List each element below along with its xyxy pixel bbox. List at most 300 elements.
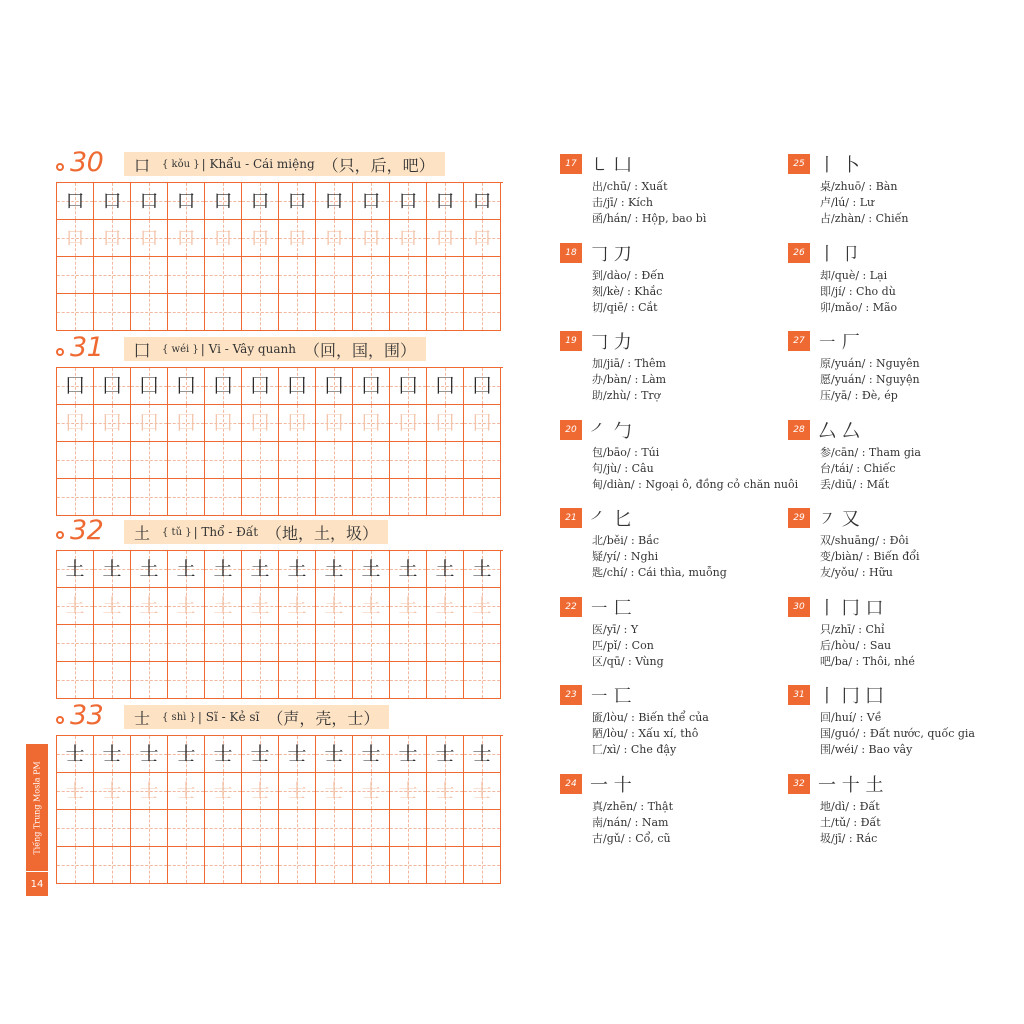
practice-cell-empty <box>168 625 205 662</box>
practice-cell-guide <box>464 551 501 588</box>
model-character: 囗 <box>287 374 307 397</box>
practice-cell-empty <box>353 810 390 847</box>
practice-cell-empty <box>390 257 427 294</box>
practice-cell-guide <box>57 551 94 588</box>
practice-cell-guide <box>168 588 205 625</box>
trace-character: 土 <box>472 594 492 617</box>
practice-cell-guide <box>427 551 464 588</box>
entry-strokes: 一 十 土 <box>818 774 884 796</box>
trace-character: 口 <box>287 226 307 249</box>
example-line: 参/cān/ : Tham gia <box>820 445 921 459</box>
practice-cell-empty <box>168 847 205 884</box>
trace-character: 囗 <box>435 411 455 434</box>
entry-examples <box>820 356 920 404</box>
lesson-number: 33 <box>70 700 104 731</box>
practice-cell-guide <box>131 551 168 588</box>
lesson-radical: 土 <box>134 523 151 543</box>
reference-entry <box>788 595 998 668</box>
example-line: 办/bàn/ : Làm <box>592 373 667 386</box>
practice-cell-guide <box>205 551 242 588</box>
model-character: 囗 <box>139 374 159 397</box>
example-line: 压/yā/ : Đè, ép <box>820 389 898 402</box>
example-line: 友/yǒu/ : Hữu <box>820 566 893 579</box>
lesson-pinyin: { shì } <box>162 711 196 723</box>
model-character: 士 <box>287 742 307 765</box>
lesson-31 <box>56 332 502 516</box>
practice-cell-empty <box>390 442 427 479</box>
practice-cell-empty <box>316 257 353 294</box>
model-character: 囗 <box>435 374 455 397</box>
lesson-radical: 士 <box>134 708 151 728</box>
trace-character: 口 <box>65 226 85 249</box>
practice-cell-empty <box>390 662 427 699</box>
entry-header <box>560 329 770 355</box>
lesson-radical: 口 <box>134 155 151 175</box>
example-line: 只/zhī/ : Chỉ <box>820 622 885 636</box>
trace-character: 囗 <box>139 411 159 434</box>
page-number: 14 <box>26 871 48 896</box>
practice-cell-empty <box>57 294 94 331</box>
practice-cell-empty <box>316 847 353 884</box>
practice-cell-empty <box>427 294 464 331</box>
trace-character: 士 <box>398 779 418 802</box>
model-character: 口 <box>102 189 122 212</box>
practice-cell-guide <box>464 405 501 442</box>
practice-cell-empty <box>94 847 131 884</box>
entry-examples <box>820 533 920 581</box>
example-line: 后/hòu/ : Sau <box>820 638 892 652</box>
practice-cell-guide <box>57 220 94 257</box>
practice-cell-empty <box>131 257 168 294</box>
trace-character: 口 <box>250 226 270 249</box>
model-character: 士 <box>435 742 455 765</box>
lesson-header <box>56 515 502 548</box>
practice-cell-guide <box>168 368 205 405</box>
practice-cell-empty <box>427 479 464 516</box>
entry-strokes: ㇐ 匚 <box>590 597 632 619</box>
trace-character: 士 <box>472 779 492 802</box>
reference-entry <box>788 329 998 402</box>
model-character: 囗 <box>65 374 85 397</box>
practice-cell-guide <box>279 588 316 625</box>
side-tab-label: Tiếng Trung Mosla PM <box>32 760 42 855</box>
lesson-title-band <box>124 337 426 361</box>
entry-number-badge: 28 <box>788 420 810 440</box>
entry-strokes: 丨 卜 <box>818 155 860 176</box>
example-line: 南/nán/ : Nam <box>592 815 669 829</box>
practice-cell-empty <box>205 625 242 662</box>
trace-character: 囗 <box>472 411 492 434</box>
entry-examples <box>592 445 798 493</box>
practice-cell-guide <box>94 220 131 257</box>
trace-character: 口 <box>435 226 455 249</box>
example-line: 却/què/ : Lại <box>820 268 888 282</box>
practice-cell-guide <box>427 405 464 442</box>
example-line: 古/gǔ/ : Cổ, cũ <box>592 831 671 845</box>
example-line: 卯/mǎo/ : Mão <box>820 300 898 314</box>
trace-character: 囗 <box>102 411 122 434</box>
entry-examples <box>820 799 881 847</box>
entry-strokes: 丨 冂 囗 <box>818 686 884 707</box>
practice-cell-guide <box>353 773 390 810</box>
practice-cell-empty <box>353 625 390 662</box>
trace-character: 土 <box>102 594 122 617</box>
reference-entry <box>788 683 998 756</box>
model-character: 土 <box>176 557 196 580</box>
practice-cell-guide <box>94 405 131 442</box>
lesson-pinyin: { wéi } <box>162 343 199 355</box>
practice-cell-empty <box>168 479 205 516</box>
practice-cell-guide <box>131 220 168 257</box>
practice-cell-guide <box>464 220 501 257</box>
lesson-header <box>56 332 502 365</box>
practice-cell-guide <box>131 773 168 810</box>
practice-cell-empty <box>205 479 242 516</box>
practice-cell-empty <box>427 442 464 479</box>
model-character: 士 <box>176 742 196 765</box>
practice-cell-guide <box>390 220 427 257</box>
model-character: 口 <box>213 189 233 212</box>
practice-cell-empty <box>279 847 316 884</box>
model-character: 囗 <box>361 374 381 397</box>
entry-strokes: 𠃌 刀 <box>590 243 632 265</box>
practice-cell-guide <box>316 368 353 405</box>
practice-cell-empty <box>242 257 279 294</box>
bullet-icon <box>56 348 64 356</box>
model-character: 士 <box>65 742 85 765</box>
model-character: 士 <box>213 742 233 765</box>
practice-cell-empty <box>353 479 390 516</box>
entry-examples <box>820 622 915 670</box>
example-line: 圾/jī/ : Rác <box>820 831 878 845</box>
lesson-meaning: | Vi - Vây quanh <box>200 342 296 356</box>
practice-cell-empty <box>242 847 279 884</box>
practice-cell-guide <box>316 183 353 220</box>
entry-number-badge: 31 <box>788 685 810 705</box>
example-line: 匙/chí/ : Cái thìa, muỗng <box>592 566 727 579</box>
practice-cell-empty <box>427 847 464 884</box>
entry-strokes: ㇒ 勹 <box>590 420 632 442</box>
practice-cell-guide <box>205 183 242 220</box>
example-line: 回/huí/ : Về <box>820 711 882 724</box>
practice-cell-guide <box>57 405 94 442</box>
practice-cell-guide <box>242 551 279 588</box>
practice-cell-empty <box>242 442 279 479</box>
practice-cell-guide <box>464 368 501 405</box>
practice-cell-guide <box>205 588 242 625</box>
practice-cell-guide <box>353 405 390 442</box>
trace-character: 囗 <box>213 411 233 434</box>
trace-character: 士 <box>361 779 381 802</box>
model-character: 土 <box>398 557 418 580</box>
example-line: 函/hán/ : Hộp, bao bì <box>592 212 707 225</box>
lesson-32 <box>56 515 502 699</box>
practice-cell-empty <box>205 847 242 884</box>
practice-cell-guide <box>353 220 390 257</box>
lesson-number: 30 <box>70 147 104 178</box>
practice-cell-guide <box>94 368 131 405</box>
practice-cell-empty <box>316 442 353 479</box>
practice-cell-guide <box>242 183 279 220</box>
practice-cell-empty <box>131 625 168 662</box>
entry-header <box>788 241 998 267</box>
entry-examples <box>820 445 921 493</box>
example-line: 双/shuāng/ : Đôi <box>820 534 909 547</box>
reference-entry <box>560 595 770 668</box>
practice-cell-guide <box>57 773 94 810</box>
entry-header <box>560 241 770 267</box>
practice-cell-guide <box>57 736 94 773</box>
practice-cell-empty <box>131 662 168 699</box>
lesson-header <box>56 147 502 180</box>
practice-cell-guide <box>353 551 390 588</box>
practice-cell-empty <box>168 442 205 479</box>
practice-cell-guide <box>464 773 501 810</box>
lesson-examples: （只，后，吧） <box>322 155 435 175</box>
model-character: 口 <box>287 189 307 212</box>
practice-cell-guide <box>242 588 279 625</box>
model-character: 土 <box>250 557 270 580</box>
model-character: 土 <box>213 557 233 580</box>
practice-cell-empty <box>131 442 168 479</box>
trace-character: 士 <box>139 779 159 802</box>
practice-cell-guide <box>390 183 427 220</box>
practice-cell-empty <box>57 625 94 662</box>
practice-cell-guide <box>279 551 316 588</box>
example-line: 占/zhàn/ : Chiến <box>820 212 909 225</box>
practice-cell-guide <box>464 588 501 625</box>
reference-entry <box>560 329 770 402</box>
practice-cell-guide <box>279 405 316 442</box>
model-character: 士 <box>472 742 492 765</box>
practice-cell-guide <box>427 220 464 257</box>
practice-cell-empty <box>464 810 501 847</box>
example-line: 区/qū/ : Vùng <box>592 654 664 668</box>
practice-cell-empty <box>205 257 242 294</box>
practice-cell-guide <box>464 736 501 773</box>
lesson-pinyin: { tǔ } <box>162 526 192 538</box>
trace-character: 土 <box>398 594 418 617</box>
entry-examples <box>592 356 666 404</box>
practice-cell-empty <box>57 847 94 884</box>
practice-cell-guide <box>353 183 390 220</box>
example-line: 加/jiā/ : Thêm <box>592 357 666 370</box>
practice-cell-empty <box>353 294 390 331</box>
entry-examples <box>820 710 975 758</box>
entry-number-badge: 17 <box>560 154 582 174</box>
entry-strokes: 丨 卩 <box>818 243 860 265</box>
practice-cell-empty <box>168 257 205 294</box>
lesson-radical: 囗 <box>134 340 151 360</box>
practice-cell-empty <box>131 294 168 331</box>
trace-character: 口 <box>102 226 122 249</box>
practice-cell-guide <box>131 368 168 405</box>
practice-cell-empty <box>279 625 316 662</box>
example-line: 变/biàn/ : Biến đổi <box>820 550 920 563</box>
practice-cell-empty <box>464 662 501 699</box>
practice-cell-guide <box>205 405 242 442</box>
practice-grid <box>56 182 503 331</box>
lesson-meaning: | Sĩ - Kẻ sĩ <box>197 710 260 724</box>
practice-cell-guide <box>57 183 94 220</box>
practice-cell-empty <box>427 257 464 294</box>
example-line: 匸/xì/ : Che đậy <box>592 743 677 756</box>
entry-number-badge: 26 <box>788 243 810 263</box>
reference-entry <box>560 772 770 845</box>
practice-cell-empty <box>464 294 501 331</box>
practice-cell-guide <box>316 551 353 588</box>
trace-character: 土 <box>361 594 381 617</box>
entry-number-badge: 25 <box>788 154 810 174</box>
example-line: 疑/yí/ : Nghi <box>592 550 659 563</box>
practice-cell-empty <box>279 257 316 294</box>
lesson-examples: （地，土，圾） <box>266 523 379 543</box>
practice-cell-empty <box>390 810 427 847</box>
practice-cell-empty <box>131 479 168 516</box>
practice-cell-empty <box>242 662 279 699</box>
entry-number-badge: 18 <box>560 243 582 263</box>
entry-header <box>788 506 998 532</box>
practice-cell-guide <box>427 368 464 405</box>
practice-cell-empty <box>205 810 242 847</box>
entry-number-badge: 21 <box>560 508 582 528</box>
entry-number-badge: 19 <box>560 331 582 351</box>
example-line: 甸/diàn/ : Ngoại ô, đồng cỏ chăn nuôi <box>592 477 799 491</box>
practice-cell-guide <box>242 220 279 257</box>
trace-character: 土 <box>435 594 455 617</box>
lesson-header <box>56 700 502 733</box>
example-line: 出/chū/ : Xuất <box>592 180 668 193</box>
practice-grid <box>56 735 503 884</box>
practice-cell-guide <box>390 551 427 588</box>
practice-cell-empty <box>464 625 501 662</box>
model-character: 口 <box>176 189 196 212</box>
reference-entry <box>788 152 998 225</box>
example-line: 到/dào/ : Đến <box>592 268 665 282</box>
entry-examples <box>592 799 673 847</box>
practice-cell-guide <box>168 405 205 442</box>
entry-header <box>788 772 998 798</box>
trace-character: 土 <box>324 594 344 617</box>
model-character: 土 <box>139 557 159 580</box>
practice-cell-empty <box>94 662 131 699</box>
practice-cell-guide <box>279 368 316 405</box>
example-line: 句/jù/ : Câu <box>592 461 654 475</box>
model-character: 土 <box>102 557 122 580</box>
lesson-meaning: | Thổ - Đất <box>193 525 259 539</box>
practice-cell-empty <box>427 662 464 699</box>
model-character: 口 <box>250 189 270 212</box>
practice-cell-guide <box>94 736 131 773</box>
trace-character: 囗 <box>65 411 85 434</box>
model-character: 士 <box>361 742 381 765</box>
reference-entry <box>788 241 998 314</box>
example-line: 真/zhēn/ : Thật <box>592 799 673 813</box>
model-character: 口 <box>435 189 455 212</box>
practice-grid <box>56 367 503 516</box>
entry-examples <box>820 268 897 316</box>
practice-cell-guide <box>316 773 353 810</box>
practice-cell-empty <box>131 847 168 884</box>
practice-cell-empty <box>168 662 205 699</box>
practice-cell-empty <box>57 479 94 516</box>
side-tab <box>26 744 48 871</box>
trace-character: 口 <box>213 226 233 249</box>
trace-character: 口 <box>472 226 492 249</box>
example-line: 围/wéi/ : Bao vây <box>820 743 913 756</box>
trace-character: 囗 <box>250 411 270 434</box>
practice-cell-empty <box>464 479 501 516</box>
practice-cell-empty <box>94 810 131 847</box>
bullet-icon <box>56 531 64 539</box>
example-line: 包/bāo/ : Túi <box>592 445 660 459</box>
model-character: 囗 <box>213 374 233 397</box>
entry-number-badge: 24 <box>560 774 582 794</box>
entry-examples <box>592 622 664 670</box>
entry-strokes: ㇇ 又 <box>818 509 860 530</box>
practice-cell-guide <box>427 588 464 625</box>
practice-cell-guide <box>57 368 94 405</box>
practice-cell-guide <box>390 736 427 773</box>
practice-cell-empty <box>427 810 464 847</box>
model-character: 土 <box>287 557 307 580</box>
entry-strokes: ㇐ 匸 <box>590 686 632 707</box>
practice-cell-guide <box>242 773 279 810</box>
practice-cell-guide <box>131 183 168 220</box>
lesson-examples: （回，国，围） <box>303 340 416 360</box>
entry-header <box>560 683 770 709</box>
trace-character: 土 <box>287 594 307 617</box>
model-character: 士 <box>102 742 122 765</box>
practice-cell-guide <box>427 736 464 773</box>
practice-cell-empty <box>205 662 242 699</box>
entry-header <box>788 683 998 709</box>
entry-strokes: 厶 厶 <box>818 420 860 442</box>
practice-cell-guide <box>205 368 242 405</box>
entry-header <box>788 329 998 355</box>
model-character: 士 <box>398 742 418 765</box>
practice-cell-guide <box>390 405 427 442</box>
example-line: 匬/lòu/ : Biến thể của <box>592 711 709 724</box>
trace-character: 士 <box>324 779 344 802</box>
practice-cell-guide <box>242 368 279 405</box>
practice-cell-guide <box>242 736 279 773</box>
practice-cell-guide <box>94 183 131 220</box>
trace-character: 土 <box>65 594 85 617</box>
trace-character: 囗 <box>398 411 418 434</box>
example-line: 地/dì/ : Đất <box>820 799 880 813</box>
lesson-30 <box>56 147 502 331</box>
trace-character: 士 <box>65 779 85 802</box>
model-character: 士 <box>139 742 159 765</box>
trace-character: 土 <box>139 594 159 617</box>
practice-cell-guide <box>131 588 168 625</box>
entry-header <box>560 595 770 621</box>
reference-entry <box>560 506 770 579</box>
model-character: 士 <box>324 742 344 765</box>
entry-header <box>788 595 998 621</box>
entry-examples <box>592 710 709 758</box>
entry-header <box>788 418 998 444</box>
entry-header <box>560 772 770 798</box>
trace-character: 土 <box>250 594 270 617</box>
practice-cell-guide <box>279 183 316 220</box>
practice-cell-guide <box>94 551 131 588</box>
reference-entry <box>788 772 998 845</box>
practice-cell-empty <box>316 625 353 662</box>
trace-character: 士 <box>250 779 270 802</box>
entry-number-badge: 29 <box>788 508 810 528</box>
